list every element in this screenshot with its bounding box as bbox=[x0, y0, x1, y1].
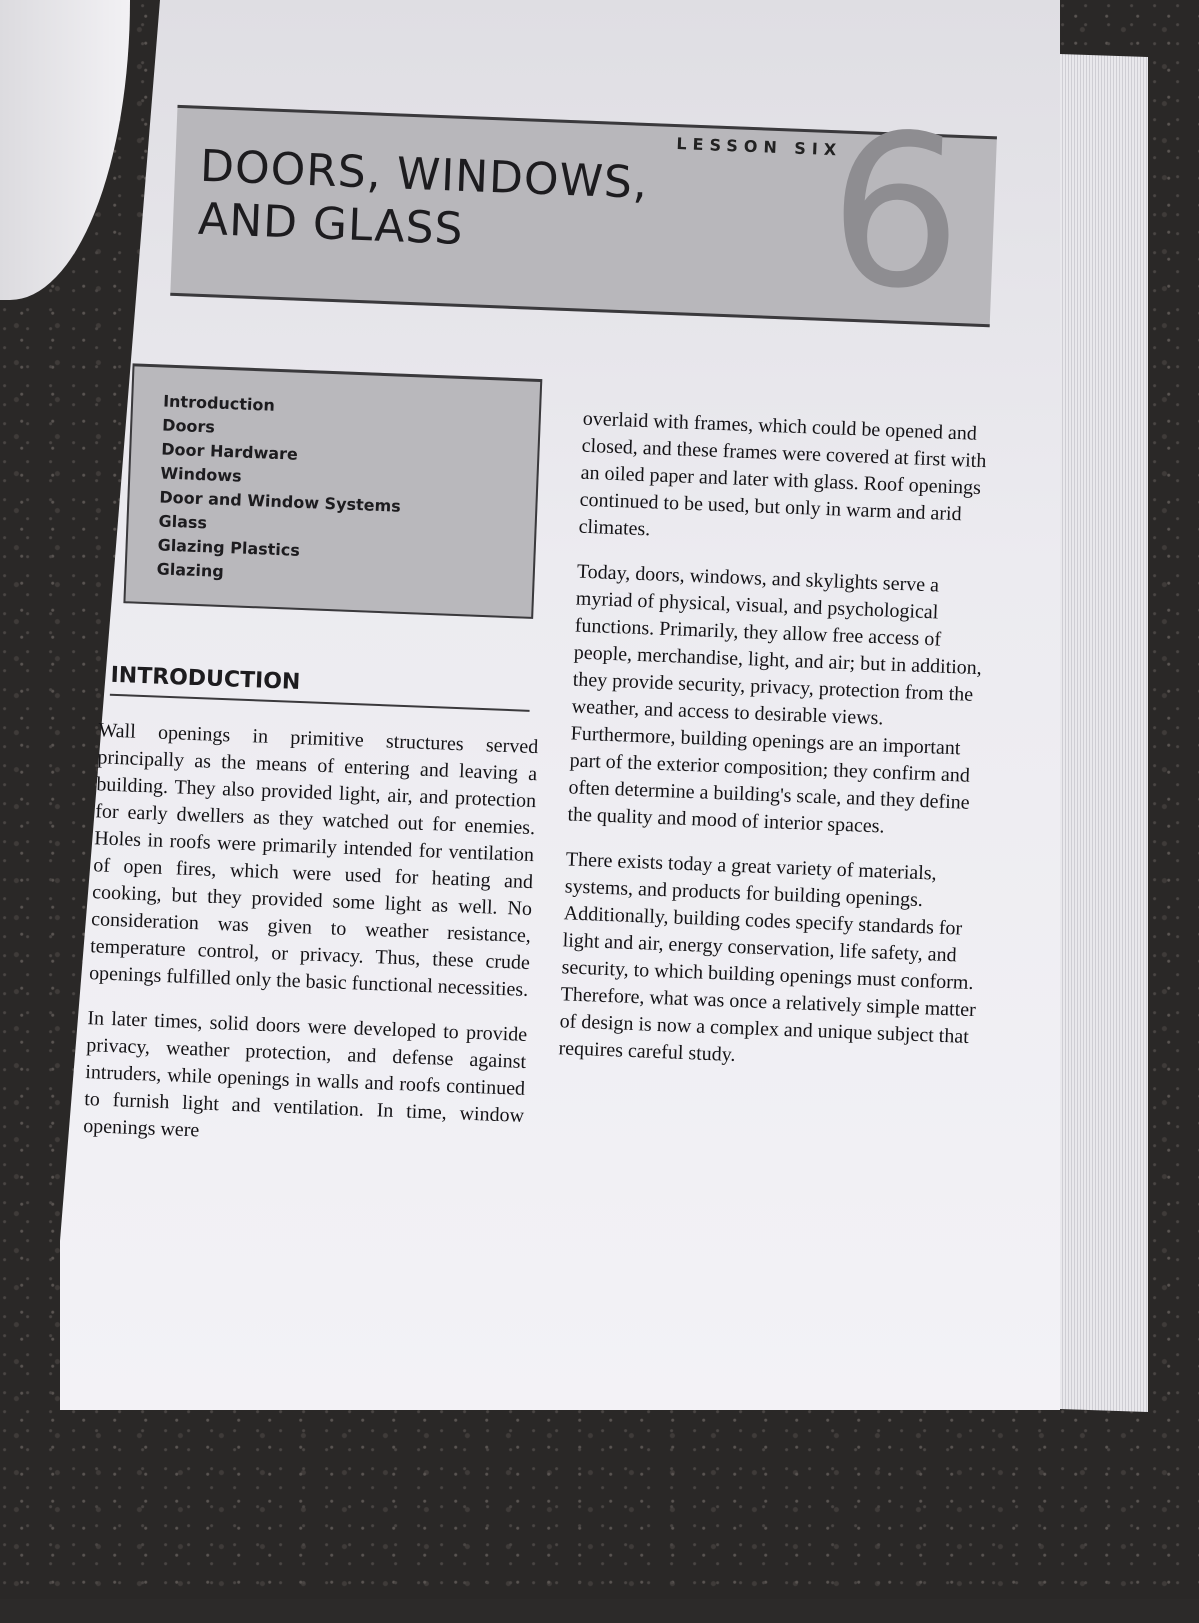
table-of-contents bbox=[123, 363, 542, 619]
paragraph: Today, doors, windows, and skylights serve a myriad of physical, visual, and psychological functions. Primarily, they allow free access of people, merchandise, light, and air; but in addition, they provide security, privacy, protection from the weather, and access to desirable views. Furthermore, building openings are an important part of the exterior composition; they confirm and often determine a building's scale, and they define the quality and mood of interior spaces. bbox=[567, 560, 983, 838]
lesson-label: LESSON SIX bbox=[676, 134, 843, 160]
toc-item: Glass bbox=[158, 511, 208, 533]
paragraph: There exists today a great variety of materials, systems, and products for building openings. Additionally, building codes specify standards for light and air, energy conservation, life safety, and security, to which building openings must conform. Therefore, what was once a relatively simple matter of design is now a complex and unique subject that requires careful study. bbox=[558, 848, 977, 1066]
section-heading: INTRODUCTION bbox=[110, 663, 531, 712]
toc-item: Windows bbox=[160, 463, 243, 486]
lesson-number: 6 bbox=[824, 87, 968, 338]
toc-item: Glazing Plastics bbox=[157, 535, 301, 560]
toc-item: Doors bbox=[161, 415, 216, 437]
toc-item: Introduction bbox=[162, 391, 276, 415]
paragraph: Wall openings in primitive structures served principally as the means of entering and leaving a building. They also provided light, air, and protection for early dwellers as they watched out for enemies. Holes in roofs were primarily intended for ventilation of open fires, which were used for heating and cooking, but they provided some light as well. No consideration was given to weather resistance, temperature control, or privacy. Thus, these crude openings fulfilled only the basic functional necessities. bbox=[88, 719, 539, 1001]
toc-item: Door and Window Systems bbox=[159, 487, 402, 516]
chapter-title-line-1: DOORS, WINDOWS, bbox=[199, 140, 649, 209]
toc-item: Door Hardware bbox=[160, 439, 299, 464]
chapter-title-line-2: AND GLASS bbox=[197, 193, 465, 255]
left-column bbox=[82, 717, 539, 1175]
paragraph: In later times, solid doors were developed to provide privacy, weather protection, and defense against intruders, while openings in walls and roofs continued to furnish light and ventilation. In time, window openings were bbox=[82, 1007, 528, 1142]
toc-item: Glazing bbox=[156, 559, 225, 581]
right-column bbox=[557, 406, 1003, 1097]
paragraph: overlaid with frames, which could be opened and closed, and these frames were covered at first with an oiled paper and later with glass. Roof openings continued to be used, but only in warm and arid climates. bbox=[578, 407, 987, 541]
